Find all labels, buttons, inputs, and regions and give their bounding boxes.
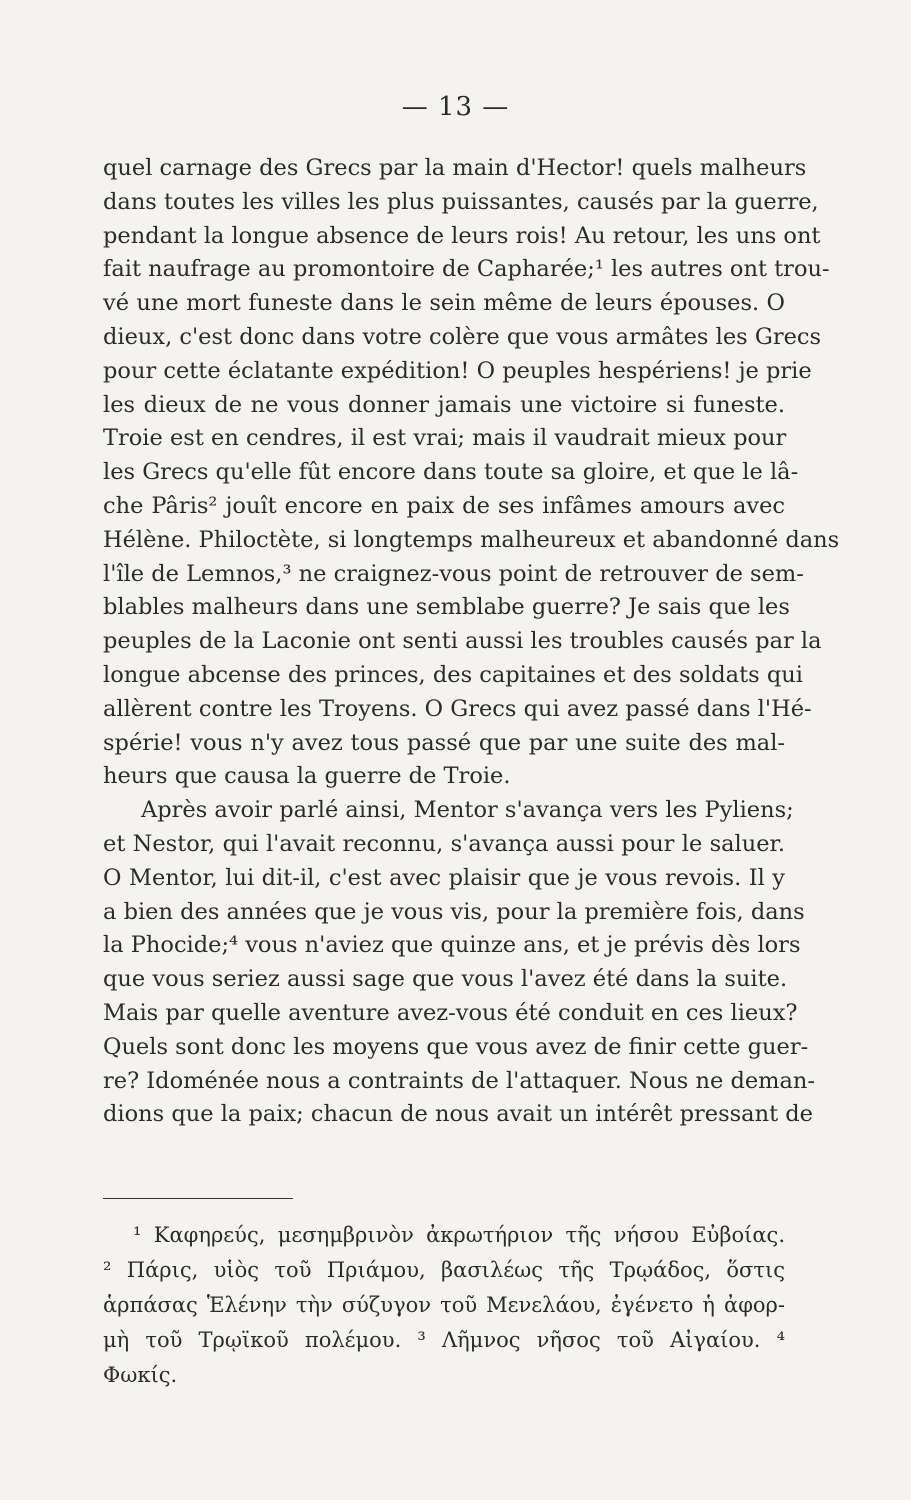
text-line: les Grecs qu'elle fût encore dans toute sa gloire, et que le lâ- (103, 459, 799, 486)
text-line: heurs que causa la guerre de Troie. (103, 763, 511, 790)
text-line: blables malheurs dans une semblabe guerre? Je sais que les (103, 594, 790, 621)
footnote-line: μὴ τοῦ Τρῳϊκοῦ πολέμου. ³ Λῆμνος νῆσος τοῦ Αἰγαίου. ⁴ (103, 1328, 785, 1352)
text-line: pendant la longue absence de leurs rois! Au retour, les uns ont (103, 222, 821, 249)
text-line: quel carnage des Grecs par la main d'Hector! quels malheurs (103, 155, 807, 181)
text-line: les dieux de ne vous donner jamais une victoire si funeste. (103, 391, 785, 418)
footnote-line: ¹ Καφηρεύς, μεσημβρινὸν ἀκρωτήριον τῆς νήσου Εὐβοίας. (133, 1223, 785, 1247)
text-line: longue abcense des princes, des capitaines et des soldats qui (103, 661, 803, 688)
text-line: Troie est en cendres, il est vrai; mais il vaudrait mieux pour (103, 425, 787, 452)
page-number: — 13 — (401, 92, 510, 122)
text-line: fait naufrage au promontoire de Capharée;¹ les autres ont trou- (103, 256, 830, 283)
text-line: et Nestor, qui l'avait reconnu, s'avança aussi pour le saluer. (103, 830, 785, 857)
text-line: Mais par quelle aventure avez-vous été conduit en ces lieux? (103, 999, 798, 1026)
footnote-line: ² Πάρις, υἱὸς τοῦ Πριάμου, βασιλέως τῆς Τρῳάδος, ὅστις (103, 1258, 785, 1282)
text-line: peuples de la Laconie ont senti aussi les troubles causés par la (103, 628, 822, 655)
text-line: dieux, c'est donc dans votre colère que vous armâtes les Grecs (103, 323, 822, 350)
text-line: Hélène. Philoctète, si longtemps malheureux et abandonné dans (103, 526, 840, 553)
text-line: O Mentor, lui dit-il, c'est avec plaisir que je vous revois. Il y (103, 864, 785, 891)
text-line: a bien des années que je vous vis, pour la première fois, dans (103, 898, 805, 925)
footnote-line: Φωκίς. (103, 1363, 178, 1387)
text-line: allèrent contre les Troyens. O Grecs qui avez passé dans l'Hé- (103, 695, 812, 722)
text-line: Après avoir parlé ainsi, Mentor s'avança vers les Pyliens; (141, 797, 794, 824)
footnotes (103, 1218, 785, 1393)
text-line: que vous seriez aussi sage que vous l'avez été dans la suite. (103, 966, 788, 993)
text-line: che Pâris² jouît encore en paix de ses infâmes amours avec (103, 492, 785, 519)
footnote-divider (103, 1198, 293, 1199)
body-text (103, 152, 840, 1132)
text-line: l'île de Lemnos,³ ne craignez-vous point de retrouver de sem- (103, 560, 804, 587)
text-line: dans toutes les villes les plus puissantes, causés par la guerre, (103, 188, 819, 215)
text-line: dions que la paix; chacun de nous avait un intérêt pressant de (103, 1101, 813, 1128)
text-line: la Phocide;⁴ vous n'aviez que quinze ans, et je prévis dès lors (103, 932, 801, 959)
text-line: spérie! vous n'y avez tous passé que par une suite des mal- (103, 729, 785, 756)
text-line: re? Idoménée nous a contraints de l'attaquer. Nous ne deman- (103, 1067, 816, 1094)
footnote-line: ἁρπάσας Ἑλένην τὴν σύζυγον τοῦ Μενελάου, ἐγένετο ἡ ἀφορ- (103, 1293, 785, 1317)
text-line: Quels sont donc les moyens que vous avez de finir cette guer- (103, 1033, 809, 1060)
text-line: vé une mort funeste dans le sein même de leurs épouses. O (103, 290, 785, 317)
text-line: pour cette éclatante expédition! O peuples hespériens! je prie (103, 357, 812, 384)
